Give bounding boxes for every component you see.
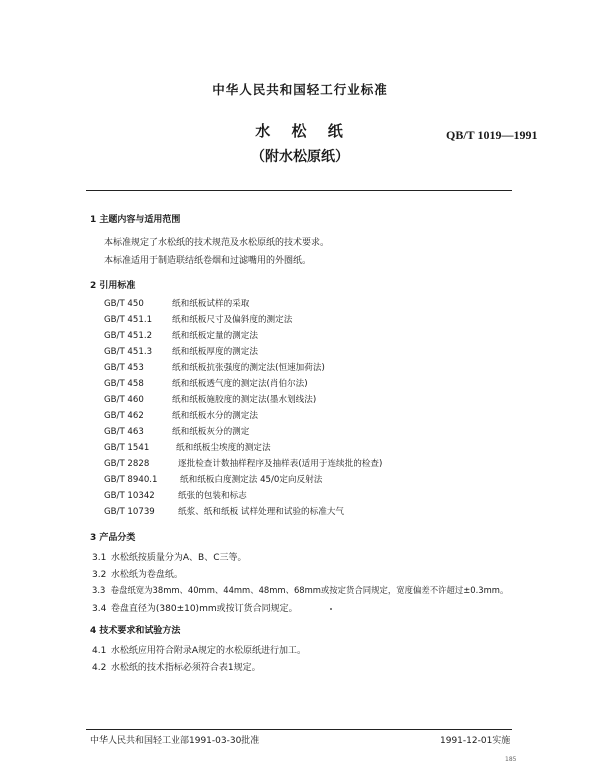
clause-text: 水松纸应用符合附录A规定的水松原纸进行加工。 <box>110 646 307 656</box>
clause-item <box>92 550 247 563</box>
reference-item <box>104 489 247 501</box>
page-number: 185 <box>505 756 517 763</box>
clause-text: 卷盘纸宽为38mm、40mm、44mm、48mm、68mm或按定货合同规定，宽度偏差不许超过±0.3mm。 <box>110 585 509 595</box>
clause-number: 4.2 <box>92 663 107 673</box>
section-1-paragraph: 本标准规定了水松纸的技术规范及水松原纸的技术要求。 <box>104 238 330 248</box>
section-1-heading: 1 主题内容与适用范围 <box>90 215 181 225</box>
clause-number: 3.3 <box>92 585 106 595</box>
reference-code: GB/T 458 <box>104 379 144 389</box>
standard-number: QB/T 1019—1991 <box>446 128 538 142</box>
clause-item <box>92 643 306 656</box>
header-divider <box>86 190 512 191</box>
clause-number: 3.1 <box>92 553 107 563</box>
reference-item <box>104 377 308 389</box>
clause-number: 4.1 <box>92 646 107 656</box>
clause-text: 卷盘直径为(380±10)mm或按订货合同规定。 <box>110 604 298 614</box>
reference-title: 纸和纸板尺寸及偏斜度的测定法 <box>172 315 293 325</box>
reference-title: 纸张的包装和标志 <box>178 491 247 501</box>
section-4-heading: 4 技术要求和试验方法 <box>90 626 181 636</box>
reference-code: GB/T 2828 <box>104 459 150 469</box>
reference-code: GB/T 8940.1 <box>104 475 158 485</box>
reference-title: 纸和纸板尘埃度的测定法 <box>176 443 271 453</box>
reference-item <box>104 425 249 437</box>
reference-item <box>104 505 344 517</box>
reference-code: GB/T 463 <box>104 427 144 437</box>
reference-code: GB/T 10739 <box>104 507 155 517</box>
industry-standard-title: 中华人民共和国轻工行业标准 <box>212 82 388 97</box>
implementation-date: 1991-12-01实施 <box>440 736 511 746</box>
reference-title: 纸和纸板透气度的测定法(肖伯尔法) <box>172 379 308 389</box>
reference-title: 纸和纸板灰分的测定 <box>172 427 250 437</box>
reference-code: GB/T 460 <box>104 395 144 405</box>
reference-title: 逐批检查计数抽样程序及抽样表(适用于连续批的检查) <box>178 459 383 469</box>
reference-item <box>104 393 316 405</box>
section-1-paragraph: 本标准适用于制造联结纸卷烟和过滤嘴用的外圈纸。 <box>104 256 312 266</box>
reference-title: 纸和纸板抗张强度的测定法(恒速加荷法) <box>172 363 325 373</box>
clause-item <box>92 567 183 580</box>
reference-item <box>104 313 292 325</box>
clause-number: 3.2 <box>92 570 107 580</box>
reference-item <box>104 345 258 357</box>
reference-item <box>104 361 325 373</box>
reference-code: GB/T 450 <box>104 299 144 309</box>
reference-code: GB/T 453 <box>104 363 144 373</box>
reference-item <box>104 441 271 453</box>
reference-item <box>104 409 258 421</box>
reference-title: 纸和纸板试样的采取 <box>172 299 250 309</box>
reference-code: GB/T 10342 <box>104 491 155 501</box>
section-3-heading: 3 产品分类 <box>90 533 136 543</box>
reference-code: GB/T 462 <box>104 411 144 421</box>
reference-item <box>104 457 382 469</box>
reference-title: 纸和纸板厚度的测定法 <box>172 347 258 357</box>
approval-statement: 中华人民共和国轻工业部1991-03-30批准 <box>90 736 260 746</box>
clause-item <box>92 601 298 614</box>
clause-number: 3.4 <box>92 604 107 614</box>
document-subtitle: （附水松原纸） <box>251 149 349 165</box>
clause-text: 水松纸的技术指标必须符合表1规定。 <box>110 663 261 673</box>
reference-title: 纸和纸板水分的测定法 <box>172 411 258 421</box>
clause-item <box>92 584 508 596</box>
reference-item <box>104 329 258 341</box>
reference-item <box>104 297 249 309</box>
stray-mark <box>330 608 332 610</box>
reference-code: GB/T 451.3 <box>104 347 153 357</box>
reference-title: 纸浆、纸和纸板 试样处理和试验的标准大气 <box>178 507 345 517</box>
reference-title: 纸和纸板定量的测定法 <box>172 331 258 341</box>
reference-code: GB/T 451.1 <box>104 315 153 325</box>
reference-title: 纸和纸板白度测定法 45/0定向反射法 <box>180 475 323 485</box>
clause-text: 水松纸为卷盘纸。 <box>110 570 183 580</box>
reference-item <box>104 473 322 485</box>
document-title: 水 松 纸 <box>255 122 345 140</box>
reference-code: GB/T 451.2 <box>104 331 153 341</box>
clause-item <box>92 660 261 673</box>
reference-code: GB/T 1541 <box>104 443 150 453</box>
reference-title: 纸和纸板施胶度的测定法(墨水划线法) <box>172 395 317 405</box>
clause-text: 水松纸按质量分为A、B、C三等。 <box>110 553 247 563</box>
section-2-heading: 2 引用标准 <box>90 281 136 291</box>
footer-divider <box>86 729 512 730</box>
